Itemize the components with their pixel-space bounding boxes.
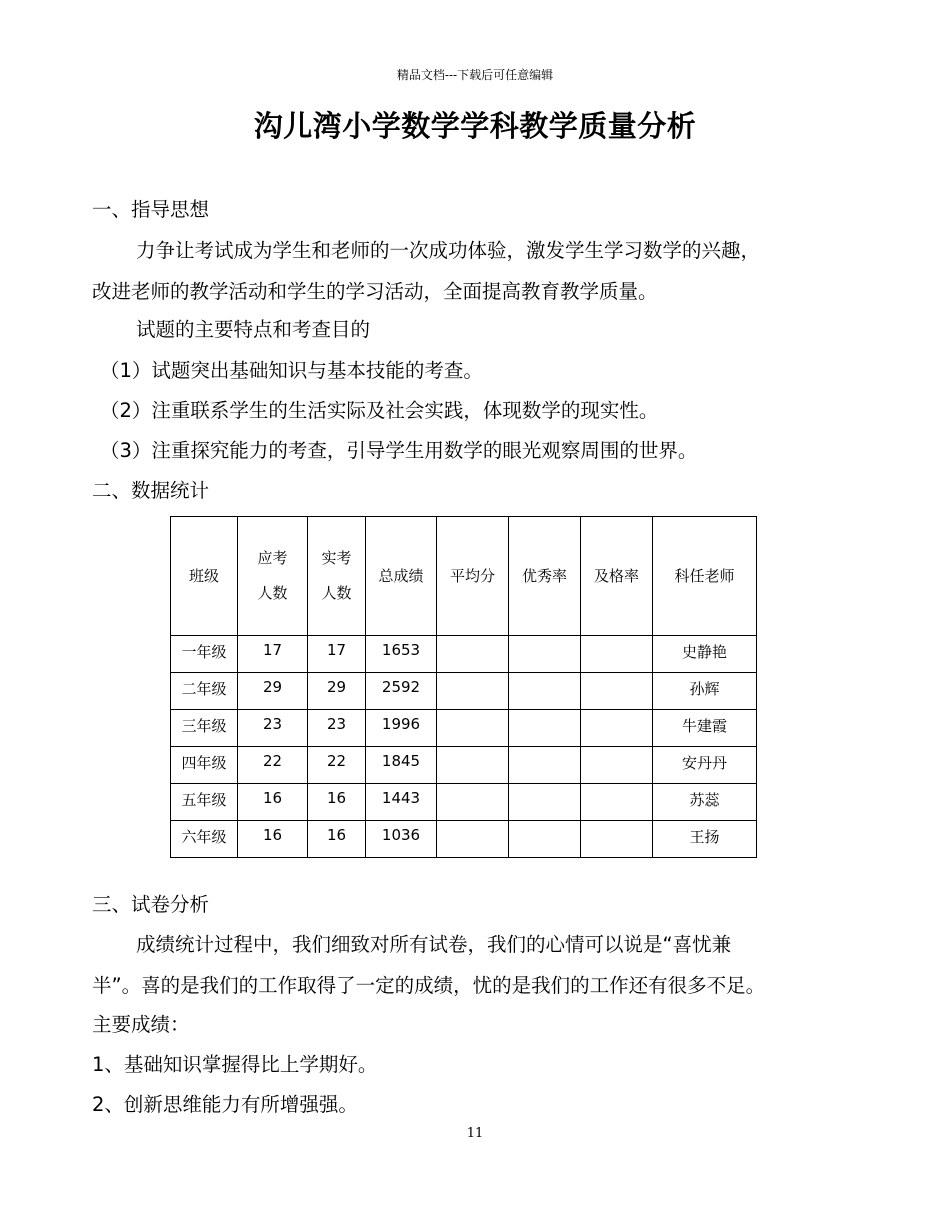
cell-class: 三年级 xyxy=(171,710,238,747)
header-actual: 实考 人数 xyxy=(308,517,366,636)
cell-actual: 16 xyxy=(308,821,366,858)
table-row xyxy=(171,747,757,784)
cell-expected: 23 xyxy=(238,710,308,747)
header-excellent-rate: 优秀率 xyxy=(509,517,581,636)
document-title: 沟儿湾小学数学学科教学质量分析 xyxy=(253,109,697,143)
cell-teacher: 史静艳 xyxy=(653,636,757,673)
header-class: 班级 xyxy=(171,517,238,636)
cell-total: 1653 xyxy=(366,636,437,673)
cell-pass-rate xyxy=(581,673,653,710)
section-heading-guiding-ideology: 一、指导思想 xyxy=(92,198,210,221)
cell-pass-rate xyxy=(581,710,653,747)
cell-total: 2592 xyxy=(366,673,437,710)
list-item: （1）试题突出基础知识与基本技能的考查。 xyxy=(100,359,483,382)
cell-average xyxy=(437,673,509,710)
cell-excellent-rate xyxy=(509,636,581,673)
table-row xyxy=(171,784,757,821)
cell-expected: 29 xyxy=(238,673,308,710)
header-teacher: 科任老师 xyxy=(653,517,757,636)
cell-teacher: 王扬 xyxy=(653,821,757,858)
cell-average xyxy=(437,747,509,784)
header-expected: 应考 人数 xyxy=(238,517,308,636)
cell-pass-rate xyxy=(581,747,653,784)
list-item: （3）注重探究能力的考查，引导学生用数学的眼光观察周围的世界。 xyxy=(100,439,698,462)
cell-total: 1443 xyxy=(366,784,437,821)
table-header-row xyxy=(171,517,757,636)
page-header: 精品文档---下载后可任意编辑 xyxy=(396,68,554,82)
cell-excellent-rate xyxy=(509,784,581,821)
list-item: 2、创新思维能力有所增强强。 xyxy=(92,1093,358,1116)
cell-excellent-rate xyxy=(509,673,581,710)
header-total: 总成绩 xyxy=(366,517,437,636)
cell-expected: 22 xyxy=(238,747,308,784)
paragraph-line: 半”。喜的是我们的工作取得了一定的成绩，忧的是我们的工作还有很多不足。 xyxy=(92,974,766,997)
header-pass-rate: 及格率 xyxy=(581,517,653,636)
cell-total: 1845 xyxy=(366,747,437,784)
cell-actual: 16 xyxy=(308,784,366,821)
cell-pass-rate xyxy=(581,821,653,858)
cell-actual: 23 xyxy=(308,710,366,747)
cell-average xyxy=(437,710,509,747)
list-item: （2）注重联系学生的生活实际及社会实践，体现数学的现实性。 xyxy=(100,399,659,422)
cell-class: 五年级 xyxy=(171,784,238,821)
cell-average xyxy=(437,821,509,858)
cell-excellent-rate xyxy=(509,821,581,858)
cell-average xyxy=(437,636,509,673)
cell-expected: 17 xyxy=(238,636,308,673)
cell-pass-rate xyxy=(581,784,653,821)
list-item: 1、基础知识掌握得比上学期好。 xyxy=(92,1053,378,1076)
paragraph-line: 力争让考试成为学生和老师的一次成功体验，激发学生学习数学的兴趣， xyxy=(136,239,761,262)
page-number: 11 xyxy=(466,1126,484,1141)
section-heading-paper-analysis: 三、试卷分析 xyxy=(92,893,210,916)
cell-excellent-rate xyxy=(509,710,581,747)
table-row xyxy=(171,710,757,747)
table-row xyxy=(171,636,757,673)
section-heading-data-statistics: 二、数据统计 xyxy=(92,479,210,502)
cell-average xyxy=(437,784,509,821)
cell-excellent-rate xyxy=(509,747,581,784)
achievements-heading: 主要成绩： xyxy=(92,1013,190,1036)
table-row xyxy=(171,673,757,710)
cell-actual: 22 xyxy=(308,747,366,784)
cell-actual: 29 xyxy=(308,673,366,710)
cell-class: 二年级 xyxy=(171,673,238,710)
cell-teacher: 安丹丹 xyxy=(653,747,757,784)
cell-total: 1036 xyxy=(366,821,437,858)
cell-actual: 17 xyxy=(308,636,366,673)
cell-pass-rate xyxy=(581,636,653,673)
table-row xyxy=(171,821,757,858)
cell-class: 六年级 xyxy=(171,821,238,858)
paragraph-line: 成绩统计过程中，我们细致对所有试卷，我们的心情可以说是“喜忧兼 xyxy=(136,933,732,956)
cell-expected: 16 xyxy=(238,821,308,858)
cell-teacher: 牛建霞 xyxy=(653,710,757,747)
cell-teacher: 苏蕊 xyxy=(653,784,757,821)
cell-teacher: 孙辉 xyxy=(653,673,757,710)
cell-total: 1996 xyxy=(366,710,437,747)
statistics-table xyxy=(170,516,757,858)
paragraph-line: 改进老师的教学活动和学生的学习活动，全面提高教育教学质量。 xyxy=(92,280,658,303)
cell-class: 一年级 xyxy=(171,636,238,673)
header-average: 平均分 xyxy=(437,517,509,636)
sub-heading: 试题的主要特点和考查目的 xyxy=(136,318,371,341)
cell-class: 四年级 xyxy=(171,747,238,784)
cell-expected: 16 xyxy=(238,784,308,821)
